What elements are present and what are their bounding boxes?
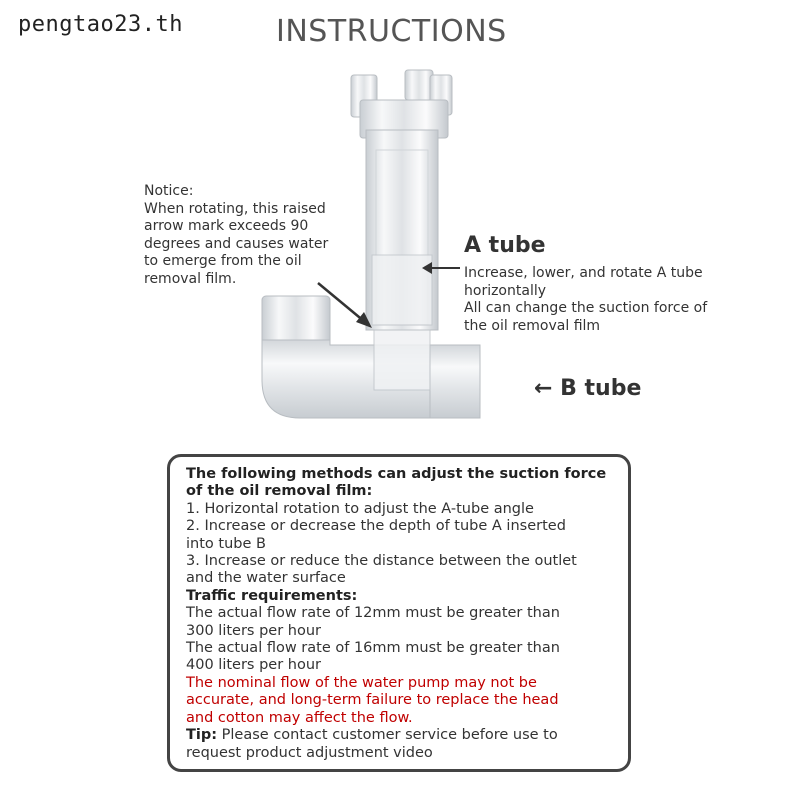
notice-line: removal film. [144, 270, 237, 287]
notice-text [144, 183, 328, 288]
warning-line: The nominal flow of the water pump may not be [186, 674, 537, 691]
tube-top-cap [351, 70, 452, 138]
method-line: into tube B [186, 535, 266, 552]
traffic-line: 400 liters per hour [186, 657, 321, 674]
method-line: 2. Increase or decrease the depth of tube A inserted [186, 518, 566, 535]
a-tube-heading: A tube [464, 233, 546, 258]
watermark-text: pengtao23.th [18, 12, 183, 37]
methods-heading: The following methods can adjust the suction force [186, 466, 607, 482]
a-tube-line: horizontally [464, 282, 547, 299]
a-tube-shape [366, 130, 438, 330]
method-line: 3. Increase or reduce the distance between the outlet [186, 553, 577, 570]
method-line: and the water surface [186, 570, 346, 587]
notice-line: When rotating, this raised [144, 200, 326, 217]
notice-line: Notice: [144, 183, 194, 199]
warning-line: and cotton may affect the flow. [186, 709, 413, 726]
methods-heading: of the oil removal film: [186, 483, 373, 500]
traffic-line: The actual flow rate of 12mm must be greater than [186, 605, 560, 622]
notice-line: arrow mark exceeds 90 [144, 218, 309, 234]
a-tube-line: Increase, lower, and rotate A tube [464, 265, 703, 281]
traffic-line: The actual flow rate of 16mm must be greater than [186, 640, 560, 657]
instructions-text [186, 466, 626, 762]
tip-text: Please contact customer service before use to [217, 727, 558, 744]
method-line: 1. Horizontal rotation to adjust the A-tube angle [186, 500, 534, 517]
traffic-line: 300 liters per hour [186, 622, 321, 639]
a-tube-line: All can change the suction force of [464, 300, 708, 316]
a-tube-line: the oil removal film [464, 317, 601, 334]
tip-line [186, 727, 626, 744]
traffic-heading: Traffic requirements: [186, 587, 358, 604]
a-tube-description [464, 265, 707, 335]
notice-line: degrees and causes water [144, 235, 329, 252]
tip-label: Tip: [186, 727, 218, 744]
b-tube-label: ← B tube [534, 376, 642, 401]
page-title: INSTRUCTIONS [276, 14, 507, 49]
tip-line: request product adjustment video [186, 744, 433, 761]
notice-line: to emerge from the oil [144, 253, 302, 269]
warning-line: accurate, and long-term failure to replace the head [186, 692, 559, 709]
